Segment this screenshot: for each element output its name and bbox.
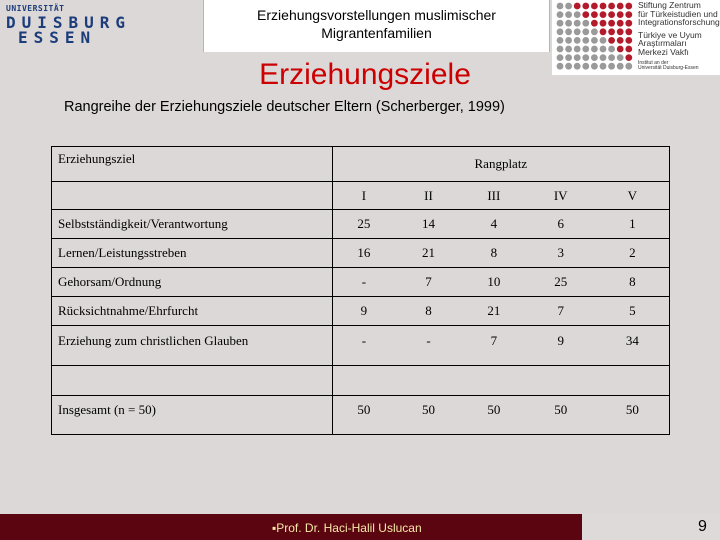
zft-line: Türkiye ve Uyum [638, 29, 702, 40]
zft-line: Stiftung Zentrum [638, 0, 701, 10]
rank-label: V [596, 182, 670, 210]
table-cell: 16 [332, 239, 395, 268]
rank-label: IV [526, 182, 596, 210]
goal-label: Erziehung zum christlichen Glauben [52, 326, 333, 366]
table-cell: - [332, 268, 395, 297]
table-row [52, 326, 670, 366]
total-row [52, 396, 670, 435]
column-header-goal: Erziehungsziel [52, 147, 333, 182]
table-cell: 14 [395, 210, 462, 239]
table-cell: 8 [462, 239, 526, 268]
table-row [52, 239, 670, 268]
empty-cell [395, 366, 462, 396]
zft-line: Institut an der [638, 59, 669, 66]
table-cell: 21 [462, 297, 526, 326]
table-header-row [52, 147, 670, 182]
rank-label: I [332, 182, 395, 210]
table-cell: 4 [462, 210, 526, 239]
empty-cell [332, 366, 395, 396]
slide-title: Erziehungsziele [259, 58, 471, 91]
university-logo [6, 4, 156, 48]
rank-label: II [395, 182, 462, 210]
empty-cell [526, 366, 596, 396]
column-header-rank: Rangplatz [332, 147, 669, 182]
table-cell: 21 [395, 239, 462, 268]
table-cell: 7 [462, 326, 526, 366]
zft-line: Universität Duisburg-Essen [638, 65, 699, 72]
table-cell: 7 [395, 268, 462, 297]
goal-label: Selbstständigkeit/Verantwortung [52, 210, 333, 239]
table-cell: 9 [526, 326, 596, 366]
table-row [52, 268, 670, 297]
header-title-box [203, 0, 550, 52]
header-title-line1: Erziehungsvorstellungen muslimischer [257, 7, 496, 23]
zft-line: für Türkeistudien und [638, 8, 718, 19]
total-label: Insgesamt (n = 50) [52, 396, 333, 435]
table-cell: - [395, 326, 462, 366]
ranking-table [51, 146, 670, 435]
table-cell: 10 [462, 268, 526, 297]
university-mid-text: DUISBURG [6, 13, 132, 32]
table-cell: 6 [526, 210, 596, 239]
total-cell: 50 [332, 396, 395, 435]
footer-author: ▪Prof. Dr. Haci-Halil Uslucan [272, 521, 422, 535]
table-cell: 1 [596, 210, 670, 239]
table-cell: 8 [395, 297, 462, 326]
table-cell: 7 [526, 297, 596, 326]
goal-label: Rücksichtnahme/Ehrfurcht [52, 297, 333, 326]
table-cell: 25 [526, 268, 596, 297]
table-row [52, 210, 670, 239]
table-cell: 25 [332, 210, 395, 239]
university-top-text: UNIVERSITÄT [6, 4, 65, 13]
table-cell: 8 [596, 268, 670, 297]
slide-subtitle: Rangreihe der Erziehungsziele deutscher Eltern (Scherberger, 1999) [64, 99, 505, 115]
table-cell: 34 [596, 326, 670, 366]
empty-row [52, 366, 670, 396]
goal-label: Lernen/Leistungsstreben [52, 239, 333, 268]
zft-line: Araştırmaları [638, 38, 687, 49]
page-number: 9 [698, 518, 707, 535]
empty-cell [596, 366, 670, 396]
total-cell: 50 [596, 396, 670, 435]
table-cell: - [332, 326, 395, 366]
table-cell: 5 [596, 297, 670, 326]
zft-line: Integrationsforschung [638, 17, 720, 28]
table-cell: 9 [332, 297, 395, 326]
empty-cell [52, 182, 333, 210]
university-bot-text: ESSEN [18, 28, 97, 47]
table-row [52, 297, 670, 326]
table-cell: 2 [596, 239, 670, 268]
total-cell: 50 [526, 396, 596, 435]
rank-label: III [462, 182, 526, 210]
empty-cell [52, 366, 333, 396]
header-title-line2: Migrantenfamilien [321, 25, 432, 41]
goal-label: Gehorsam/Ordnung [52, 268, 333, 297]
table-cell: 3 [526, 239, 596, 268]
total-cell: 50 [395, 396, 462, 435]
zft-line: Merkezi Vakfı [638, 46, 689, 57]
rank-numbers-row [52, 182, 670, 210]
empty-cell [462, 366, 526, 396]
total-cell: 50 [462, 396, 526, 435]
